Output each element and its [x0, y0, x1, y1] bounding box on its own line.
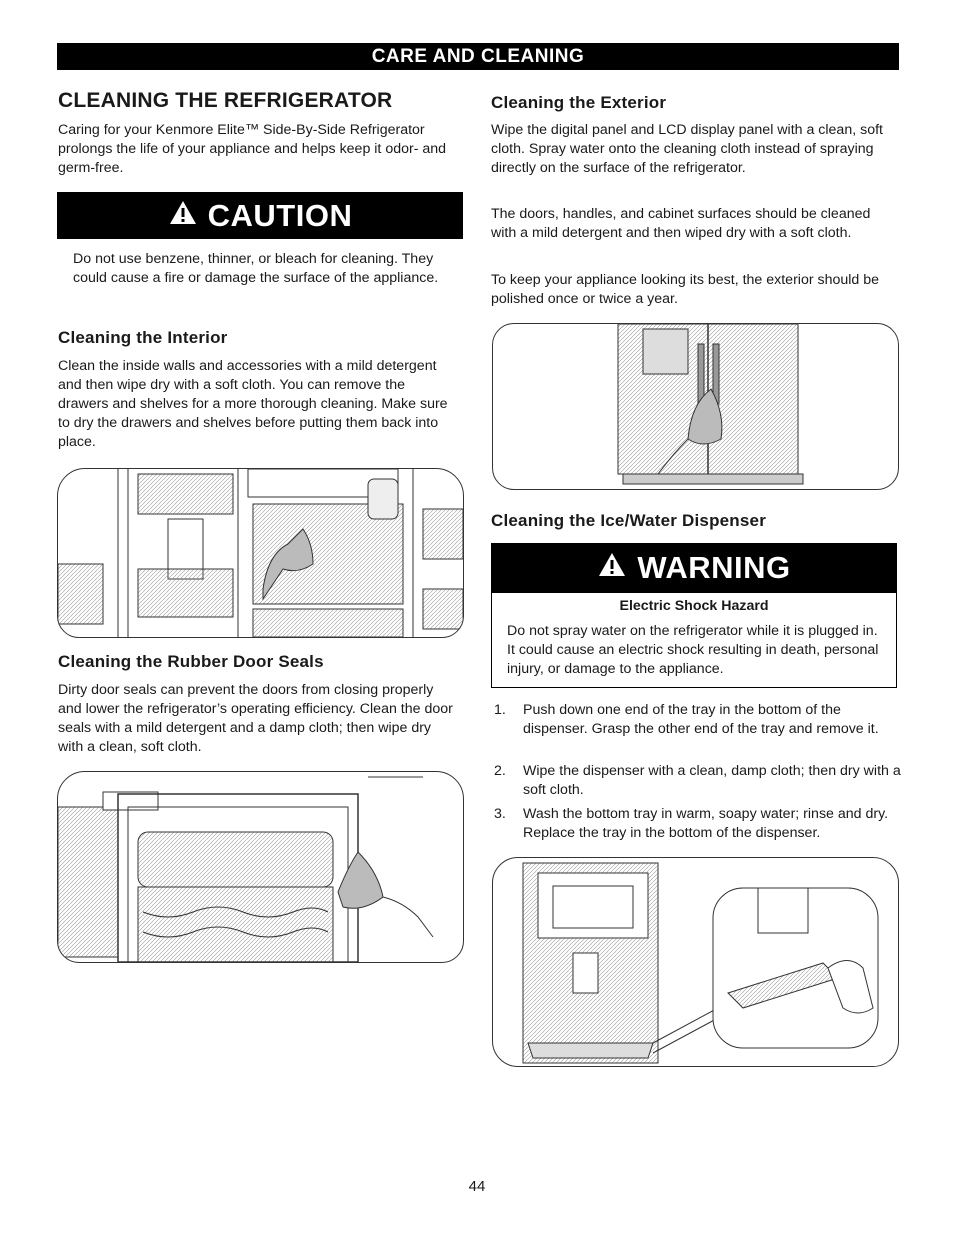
caution-label: CAUTION — [207, 197, 353, 233]
seals-heading: Cleaning the Rubber Door Seals — [58, 652, 324, 671]
page-number: 44 — [468, 1178, 486, 1195]
warning-label: WARNING — [637, 550, 791, 585]
caution-text: Do not use benzene, thinner, or bleach for cleaning. They could cause a fire or damage the surface of the appliance. — [73, 251, 439, 286]
warning-subtitle: Electric Shock Hazard — [619, 598, 769, 614]
interior-paragraph: Clean the inside walls and accessories with a mild detergent and then wipe dry with a soft cloth. You can remove the drawers and shelves for a more thorough cleaning. Make sure to dry the drawers and shelves before putting them back into place. — [58, 358, 448, 450]
exterior-paragraph-2: The doors, handles, and cabinet surfaces should be cleaned with a mild detergent and then wiped dry with a soft cloth. — [491, 206, 871, 241]
section-banner: CARE AND CLEANING — [57, 43, 899, 70]
dispenser-cleaning-illustration — [492, 857, 899, 1067]
interior-heading: Cleaning the Interior — [58, 328, 228, 347]
intro-paragraph: Caring for your Kenmore Elite™ Side-By-Side Refrigerator prolongs the life of your appliance and helps keep it odor- and germ-free. — [58, 122, 447, 176]
exterior-heading: Cleaning the Exterior — [491, 93, 667, 112]
step-3: 3. Wash the bottom tray in warm, soapy water; rinse and dry. Replace the tray in the bottom of the dispenser. — [494, 806, 889, 841]
page-title: CLEANING THE REFRIGERATOR — [58, 89, 393, 112]
seals-paragraph: Dirty door seals can prevent the doors from closing properly and lower the refrigerator’s operating efficiency. Clean the door seals with a mild detergent and a damp cloth; then wipe dry with a clean, soft cloth. — [58, 682, 453, 755]
interior-cleaning-illustration — [57, 468, 464, 638]
step-1: 1. Push down one end of the tray in the bottom of the dispenser. Grasp the other end of the tray and remove it. — [494, 702, 879, 737]
warning-header — [491, 543, 897, 593]
warning-triangle-icon — [597, 550, 627, 586]
warning-text: Do not spray water on the refrigerator while it is plugged in. It could cause an electric shock resulting in death, personal injury, or damage to the appliance. — [507, 623, 879, 677]
caution-header — [57, 192, 463, 239]
dispenser-heading: Cleaning the Ice/Water Dispenser — [491, 511, 767, 530]
exterior-paragraph-1: Wipe the digital panel and LCD display panel with a clean, soft cloth. Spray water onto the cleaning cloth instead of spraying directly on the surface of the refrigerator. — [491, 122, 883, 176]
exterior-cleaning-illustration — [492, 323, 899, 490]
step-2: 2. Wipe the dispenser with a clean, damp cloth; then dry with a soft cloth. — [494, 763, 901, 798]
warning-triangle-icon — [168, 198, 198, 234]
exterior-paragraph-3: To keep your appliance looking its best, the exterior should be polished once or twice a year. — [491, 272, 880, 307]
door-seal-cleaning-illustration — [57, 771, 464, 963]
